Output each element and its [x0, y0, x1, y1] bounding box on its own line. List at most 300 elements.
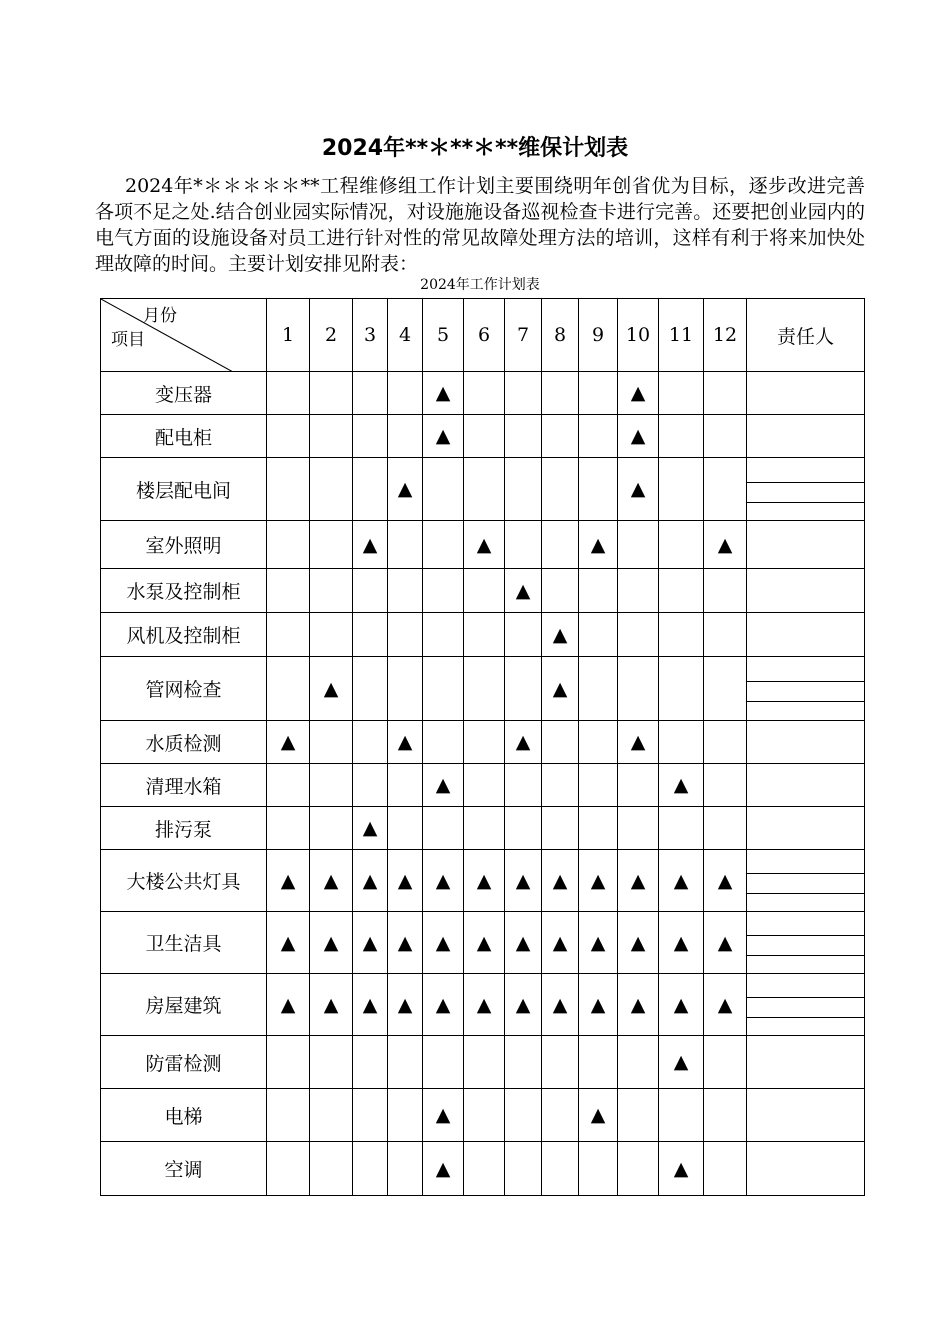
month-cell — [618, 721, 659, 764]
item-cell: 大楼公共灯具 — [101, 850, 267, 912]
scheduled-triangle-icon: ▲ — [552, 677, 568, 700]
month-header-2: 2 — [310, 299, 353, 372]
table-caption: 2024年工作计划表 — [420, 277, 540, 293]
month-cell — [310, 569, 353, 613]
scheduled-triangle-icon: ▲ — [552, 869, 568, 892]
month-cell — [267, 764, 310, 807]
month-cell — [388, 1142, 423, 1196]
month-cell — [704, 458, 747, 521]
scheduled-triangle-icon: ▲ — [673, 869, 689, 892]
responsible-cell — [747, 764, 865, 807]
scheduled-triangle-icon: ▲ — [673, 774, 689, 796]
month-cell — [505, 1089, 542, 1142]
month-cell — [267, 569, 310, 613]
scheduled-triangle-icon: ▲ — [435, 931, 451, 954]
month-cell — [542, 613, 579, 657]
month-cell — [618, 372, 659, 415]
month-cell — [659, 807, 704, 850]
month-cell — [423, 1142, 464, 1196]
scheduled-triangle-icon: ▲ — [362, 869, 378, 892]
scheduled-triangle-icon: ▲ — [280, 931, 296, 954]
month-cell — [423, 1089, 464, 1142]
month-cell — [704, 974, 747, 1036]
scheduled-triangle-icon: ▲ — [673, 1157, 689, 1180]
scheduled-triangle-icon: ▲ — [435, 774, 451, 796]
month-cell — [659, 1142, 704, 1196]
month-cell — [464, 613, 505, 657]
month-cell — [505, 974, 542, 1036]
month-cell — [353, 764, 388, 807]
month-cell — [310, 850, 353, 912]
month-cell — [464, 912, 505, 974]
month-cell — [267, 974, 310, 1036]
month-cell — [618, 415, 659, 458]
table-row — [101, 912, 865, 974]
item-cell: 管网检查 — [101, 657, 267, 721]
scheduled-triangle-icon: ▲ — [435, 1157, 451, 1180]
month-cell — [423, 458, 464, 521]
month-cell — [579, 415, 618, 458]
month-cell — [704, 764, 747, 807]
item-cell: 防雷检测 — [101, 1036, 267, 1089]
table-row — [101, 372, 865, 415]
scheduled-triangle-icon: ▲ — [362, 993, 378, 1016]
month-cell — [542, 1089, 579, 1142]
month-cell — [542, 657, 579, 721]
month-cell — [618, 458, 659, 521]
month-cell — [542, 764, 579, 807]
month-cell — [423, 974, 464, 1036]
table-row — [101, 569, 865, 613]
month-cell — [464, 569, 505, 613]
month-cell — [659, 521, 704, 569]
month-cell — [267, 912, 310, 974]
item-cell: 变压器 — [101, 372, 267, 415]
month-cell — [310, 1089, 353, 1142]
table-row — [101, 415, 865, 458]
table-row — [101, 974, 865, 1036]
responsible-cell — [747, 415, 865, 458]
table-row — [101, 613, 865, 657]
month-cell — [353, 521, 388, 569]
table-row — [101, 850, 865, 912]
month-cell — [542, 850, 579, 912]
month-cell — [659, 569, 704, 613]
responsible-sub-line — [747, 873, 864, 874]
month-cell — [353, 569, 388, 613]
month-cell — [579, 912, 618, 974]
month-cell — [542, 415, 579, 458]
month-cell — [423, 613, 464, 657]
month-cell — [542, 521, 579, 569]
month-cell — [464, 1142, 505, 1196]
month-cell — [388, 764, 423, 807]
month-cell — [579, 372, 618, 415]
month-header-1: 1 — [267, 299, 310, 372]
month-cell — [659, 850, 704, 912]
month-cell — [388, 807, 423, 850]
responsible-cell — [747, 807, 865, 850]
scheduled-triangle-icon: ▲ — [280, 731, 296, 753]
month-cell — [704, 415, 747, 458]
month-cell — [310, 1142, 353, 1196]
scheduled-triangle-icon: ▲ — [362, 817, 378, 839]
month-cell — [267, 721, 310, 764]
scheduled-triangle-icon: ▲ — [435, 1104, 451, 1126]
month-cell — [267, 807, 310, 850]
month-cell — [464, 521, 505, 569]
header-row — [101, 299, 865, 372]
month-cell — [659, 1036, 704, 1089]
month-cell — [659, 657, 704, 721]
month-cell — [618, 1036, 659, 1089]
responsible-cell — [747, 372, 865, 415]
month-cell — [505, 372, 542, 415]
responsible-sub-line — [747, 502, 864, 503]
item-cell: 空调 — [101, 1142, 267, 1196]
month-cell — [388, 372, 423, 415]
month-cell — [464, 764, 505, 807]
responsible-cell — [747, 1142, 865, 1196]
month-cell — [388, 415, 423, 458]
scheduled-triangle-icon: ▲ — [515, 869, 531, 892]
scheduled-triangle-icon: ▲ — [630, 731, 646, 753]
month-cell — [388, 850, 423, 912]
month-cell — [353, 912, 388, 974]
page-title: 2024年**＊**＊**维保计划表 — [321, 136, 629, 161]
scheduled-triangle-icon: ▲ — [590, 1104, 606, 1126]
month-cell — [618, 764, 659, 807]
table-row — [101, 764, 865, 807]
scheduled-triangle-icon: ▲ — [515, 579, 531, 602]
month-cell — [704, 657, 747, 721]
item-cell: 水泵及控制柜 — [101, 569, 267, 613]
month-cell — [310, 974, 353, 1036]
month-cell — [579, 569, 618, 613]
month-cell — [353, 807, 388, 850]
month-cell — [310, 458, 353, 521]
month-cell — [542, 721, 579, 764]
month-cell — [505, 1036, 542, 1089]
month-cell — [423, 415, 464, 458]
responsible-cell — [747, 569, 865, 613]
month-cell — [659, 458, 704, 521]
scheduled-triangle-icon: ▲ — [515, 931, 531, 954]
month-cell — [704, 1142, 747, 1196]
month-cell — [267, 415, 310, 458]
table-row — [101, 721, 865, 764]
responsible-cell — [747, 458, 865, 521]
table-row — [101, 1142, 865, 1196]
month-cell — [310, 721, 353, 764]
item-cell: 楼层配电间 — [101, 458, 267, 521]
scheduled-triangle-icon: ▲ — [476, 931, 492, 954]
month-cell — [659, 764, 704, 807]
month-cell — [542, 1036, 579, 1089]
responsible-cell — [747, 657, 865, 721]
month-cell — [704, 1089, 747, 1142]
month-header-6: 6 — [464, 299, 505, 372]
month-cell — [618, 807, 659, 850]
month-cell — [579, 1036, 618, 1089]
month-cell — [464, 807, 505, 850]
responsible-sub-line — [747, 997, 864, 998]
month-cell — [659, 974, 704, 1036]
month-cell — [388, 974, 423, 1036]
month-cell — [464, 1036, 505, 1089]
month-cell — [388, 521, 423, 569]
month-cell — [267, 1036, 310, 1089]
responsible-header: 责任人 — [747, 299, 865, 372]
responsible-sub-line — [747, 935, 864, 936]
table-row — [101, 458, 865, 521]
scheduled-triangle-icon: ▲ — [397, 478, 413, 500]
month-cell — [388, 458, 423, 521]
item-cell: 室外照明 — [101, 521, 267, 569]
scheduled-triangle-icon: ▲ — [673, 993, 689, 1016]
scheduled-triangle-icon: ▲ — [630, 869, 646, 892]
table-row — [101, 657, 865, 721]
responsible-sub-line — [747, 701, 864, 702]
month-cell — [267, 458, 310, 521]
responsible-sub-line — [747, 482, 864, 483]
scheduled-triangle-icon: ▲ — [476, 869, 492, 892]
scheduled-triangle-icon: ▲ — [397, 869, 413, 892]
scheduled-triangle-icon: ▲ — [280, 993, 296, 1016]
corner-month-label: 月份 — [143, 306, 177, 326]
responsible-sub-line — [747, 955, 864, 956]
month-cell — [505, 764, 542, 807]
month-cell — [542, 974, 579, 1036]
item-cell: 排污泵 — [101, 807, 267, 850]
month-cell — [505, 850, 542, 912]
month-cell — [579, 613, 618, 657]
month-cell — [310, 912, 353, 974]
month-cell — [505, 569, 542, 613]
month-cell — [505, 415, 542, 458]
intro-paragraph: 2024年*＊＊＊＊＊**工程维修组工作计划主要围绕明年创省优为目标，逐步改进完善各项不足之处.结合创业园实际情况，对设施施设备巡视检查卡进行完善。还要把创业园内的电气方面的设施设备对员工进行针对性的常见故障处理方法的培训，这样有利于将来加快处理故障的时间。主要计划安排见附表： — [95, 175, 865, 275]
month-cell — [388, 657, 423, 721]
scheduled-triangle-icon: ▲ — [397, 731, 413, 753]
month-cell — [618, 850, 659, 912]
month-cell — [267, 613, 310, 657]
month-cell — [579, 1089, 618, 1142]
month-cell — [423, 807, 464, 850]
month-cell — [267, 521, 310, 569]
month-header-7: 7 — [505, 299, 542, 372]
corner-header-cell — [101, 299, 267, 372]
month-cell — [353, 613, 388, 657]
month-cell — [353, 657, 388, 721]
month-cell — [704, 372, 747, 415]
table-row — [101, 807, 865, 850]
item-cell: 配电柜 — [101, 415, 267, 458]
responsible-cell — [747, 912, 865, 974]
month-cell — [353, 974, 388, 1036]
month-cell — [423, 521, 464, 569]
month-cell — [659, 1089, 704, 1142]
scheduled-triangle-icon: ▲ — [630, 425, 646, 447]
item-cell: 风机及控制柜 — [101, 613, 267, 657]
month-cell — [505, 912, 542, 974]
item-cell: 卫生洁具 — [101, 912, 267, 974]
month-cell — [388, 613, 423, 657]
month-cell — [659, 912, 704, 974]
scheduled-triangle-icon: ▲ — [590, 993, 606, 1016]
month-cell — [353, 1142, 388, 1196]
month-cell — [464, 657, 505, 721]
scheduled-triangle-icon: ▲ — [717, 869, 733, 892]
scheduled-triangle-icon: ▲ — [323, 869, 339, 892]
month-cell — [704, 1036, 747, 1089]
table-row — [101, 521, 865, 569]
scheduled-triangle-icon: ▲ — [362, 533, 378, 556]
scheduled-triangle-icon: ▲ — [515, 993, 531, 1016]
month-cell — [388, 912, 423, 974]
month-cell — [618, 521, 659, 569]
month-cell — [579, 458, 618, 521]
month-header-11: 11 — [659, 299, 704, 372]
month-cell — [464, 850, 505, 912]
month-cell — [353, 721, 388, 764]
month-cell — [267, 657, 310, 721]
item-cell: 电梯 — [101, 1089, 267, 1142]
scheduled-triangle-icon: ▲ — [590, 931, 606, 954]
month-cell — [353, 1036, 388, 1089]
month-cell — [579, 974, 618, 1036]
responsible-cell — [747, 1036, 865, 1089]
month-cell — [659, 721, 704, 764]
month-cell — [310, 1036, 353, 1089]
month-cell — [579, 764, 618, 807]
responsible-cell — [747, 850, 865, 912]
corner-item-label: 项目 — [111, 330, 145, 350]
month-cell — [505, 521, 542, 569]
month-cell — [388, 569, 423, 613]
month-header-10: 10 — [618, 299, 659, 372]
scheduled-triangle-icon: ▲ — [590, 869, 606, 892]
month-cell — [353, 415, 388, 458]
month-cell — [310, 521, 353, 569]
month-header-12: 12 — [704, 299, 747, 372]
scheduled-triangle-icon: ▲ — [397, 993, 413, 1016]
month-cell — [579, 721, 618, 764]
month-cell — [618, 974, 659, 1036]
month-cell — [353, 372, 388, 415]
month-cell — [618, 657, 659, 721]
maintenance-plan-table — [100, 298, 865, 1196]
responsible-sub-line — [747, 1017, 864, 1018]
month-cell — [310, 764, 353, 807]
month-cell — [505, 458, 542, 521]
responsible-sub-line — [747, 681, 864, 682]
month-cell — [704, 912, 747, 974]
month-cell — [505, 721, 542, 764]
month-cell — [464, 372, 505, 415]
item-cell: 水质检测 — [101, 721, 267, 764]
month-cell — [505, 657, 542, 721]
month-cell — [423, 1036, 464, 1089]
scheduled-triangle-icon: ▲ — [476, 993, 492, 1016]
month-cell — [423, 764, 464, 807]
scheduled-triangle-icon: ▲ — [630, 993, 646, 1016]
scheduled-triangle-icon: ▲ — [435, 382, 451, 404]
scheduled-triangle-icon: ▲ — [590, 533, 606, 556]
month-header-9: 9 — [579, 299, 618, 372]
month-cell — [267, 1142, 310, 1196]
item-cell: 清理水箱 — [101, 764, 267, 807]
month-header-8: 8 — [542, 299, 579, 372]
scheduled-triangle-icon: ▲ — [435, 869, 451, 892]
month-cell — [423, 372, 464, 415]
month-cell — [659, 613, 704, 657]
month-cell — [423, 850, 464, 912]
month-cell — [579, 850, 618, 912]
month-cell — [505, 1142, 542, 1196]
scheduled-triangle-icon: ▲ — [552, 931, 568, 954]
item-cell: 房屋建筑 — [101, 974, 267, 1036]
month-cell — [423, 721, 464, 764]
month-cell — [542, 1142, 579, 1196]
month-cell — [618, 912, 659, 974]
month-cell — [618, 1089, 659, 1142]
scheduled-triangle-icon: ▲ — [630, 931, 646, 954]
month-header-3: 3 — [353, 299, 388, 372]
responsible-cell — [747, 613, 865, 657]
scheduled-triangle-icon: ▲ — [323, 993, 339, 1016]
month-cell — [353, 1089, 388, 1142]
scheduled-triangle-icon: ▲ — [323, 931, 339, 954]
month-cell — [464, 721, 505, 764]
month-cell — [464, 1089, 505, 1142]
table-row — [101, 1089, 865, 1142]
month-cell — [353, 850, 388, 912]
month-cell — [267, 850, 310, 912]
responsible-cell — [747, 974, 865, 1036]
month-cell — [310, 415, 353, 458]
responsible-cell — [747, 521, 865, 569]
month-cell — [310, 807, 353, 850]
scheduled-triangle-icon: ▲ — [630, 478, 646, 500]
scheduled-triangle-icon: ▲ — [397, 931, 413, 954]
month-cell — [423, 912, 464, 974]
scheduled-triangle-icon: ▲ — [435, 993, 451, 1016]
month-cell — [388, 721, 423, 764]
month-cell — [267, 372, 310, 415]
month-cell — [542, 912, 579, 974]
month-cell — [704, 807, 747, 850]
month-cell — [579, 1142, 618, 1196]
month-cell — [505, 613, 542, 657]
scheduled-triangle-icon: ▲ — [280, 869, 296, 892]
month-cell — [542, 807, 579, 850]
month-cell — [704, 721, 747, 764]
responsible-cell — [747, 721, 865, 764]
month-cell — [464, 974, 505, 1036]
month-cell — [618, 1142, 659, 1196]
month-cell — [579, 521, 618, 569]
month-cell — [659, 372, 704, 415]
responsible-sub-line — [747, 893, 864, 894]
scheduled-triangle-icon: ▲ — [630, 382, 646, 404]
month-cell — [388, 1036, 423, 1089]
scheduled-triangle-icon: ▲ — [717, 533, 733, 556]
month-cell — [267, 1089, 310, 1142]
scheduled-triangle-icon: ▲ — [552, 623, 568, 646]
month-cell — [464, 458, 505, 521]
month-cell — [310, 372, 353, 415]
month-cell — [618, 613, 659, 657]
